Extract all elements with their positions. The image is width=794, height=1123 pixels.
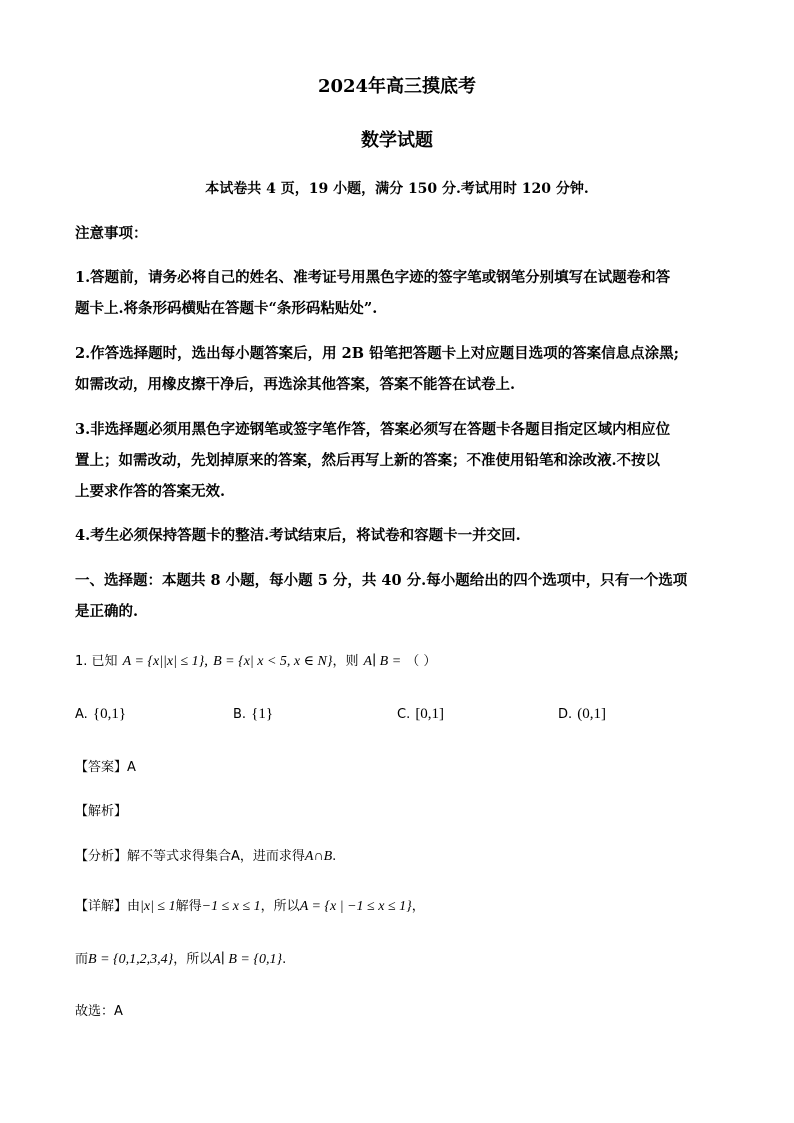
note-3-line-2: 置上；如需改动，先划掉原来的答案，然后再写上新的答案；不准使用铅笔和涂改液.不按以 xyxy=(75,452,661,469)
note-1-line-2: 题卡上.将条形码横贴在答题卡“条形码粘贴处”. xyxy=(75,300,378,317)
note-1-line-1: 1.答题前，请务必将自己的姓名、准考证号用黑色字迹的签字笔或钢笔分别填写在试题卷和答 xyxy=(75,269,671,286)
question-1-stem xyxy=(75,650,436,670)
detail-math-2: −1 ≤ x ≤ 1 xyxy=(201,899,261,914)
option-a-value: {0,1} xyxy=(92,706,127,722)
note-3-line-1: 3.非选择题必须用黑色字迹钢笔或签字笔作答，答案必须写在答题卡各题目指定区域内相应位 xyxy=(75,421,671,438)
detail-math-3: A = {x | −1 ≤ x ≤ 1} xyxy=(299,899,412,914)
option-d-label: D. xyxy=(558,707,573,722)
comma: , xyxy=(204,653,208,669)
choose-line: 故选：A xyxy=(75,1004,123,1019)
set-b-definition: B = {x| x < 5, x ∈ N} xyxy=(213,654,333,669)
note-4-line-1: 4.考生必须保持答题卡的整洁.考试结束后，将试卷和容题卡一并交回. xyxy=(75,527,521,544)
detail-end: ， xyxy=(411,899,425,914)
option-a-label: A. xyxy=(75,707,88,722)
fenxi-text: 【分析】解不等式求得集合A，进而求得 xyxy=(75,849,305,864)
line2-end: . xyxy=(282,952,287,967)
line2-mid: ，所以 xyxy=(173,952,213,967)
fenxi-line xyxy=(75,845,336,865)
section-1-line-2: 是正确的. xyxy=(75,603,139,620)
detail-mid-2: ，所以 xyxy=(260,899,300,914)
note-2-line-1: 2.作答选择题时，选出每小题答案后，用 2B 铅笔把答题卡上对应题目选项的答案信息点涂黑; xyxy=(75,345,679,362)
set-a-definition: A = {x||x| ≤ 1} xyxy=(122,654,205,669)
option-b-label: B. xyxy=(233,707,247,722)
line2-math-2: A∣ B = {0,1} xyxy=(212,952,283,967)
subject-title: 数学试题 xyxy=(361,130,433,151)
option-a xyxy=(75,703,126,723)
detail-mid: 解得 xyxy=(175,899,202,914)
intersection-expression: A∣ B = xyxy=(363,654,402,669)
note-2-line-2: 如需改动，用橡皮擦干净后，再选涂其他答案，答案不能答在试卷上. xyxy=(75,376,516,393)
exam-title: 2024年高三摸底考 xyxy=(317,76,477,97)
detail-line-2 xyxy=(75,948,286,968)
note-3-line-3: 上要求作答的答案无效. xyxy=(75,483,226,500)
answer-line: 【答案】A xyxy=(75,760,136,775)
answer-blank: （ ） xyxy=(406,654,437,669)
line2-math-1: B = {0,1,2,3,4} xyxy=(88,952,174,967)
fenxi-end: . xyxy=(332,849,337,864)
option-c-label: C. xyxy=(397,707,411,722)
option-d xyxy=(558,703,606,723)
option-d-value: (0,1] xyxy=(577,706,606,722)
option-b xyxy=(233,703,273,723)
question-1-prefix: 1. 已知 xyxy=(75,654,118,669)
then-text: ，则 xyxy=(332,654,359,669)
line2-prefix: 而 xyxy=(75,952,89,967)
exam-info: 本试卷共 4 页，19 小题，满分 150 分.考试用时 120 分钟. xyxy=(205,181,589,197)
fenxi-math: A∩B xyxy=(304,849,333,864)
option-c xyxy=(397,703,444,723)
detail-prefix: 【详解】由 xyxy=(75,899,141,914)
analysis-heading: 【解析】 xyxy=(75,804,128,819)
detail-math-1: |x| ≤ 1 xyxy=(140,899,176,914)
section-1-line-1: 一、选择题：本题共 8 小题，每小题 5 分，共 40 分.每小题给出的四个选项中，只有一个选项 xyxy=(75,572,688,589)
notes-heading: 注意事项： xyxy=(75,225,148,242)
option-b-value: {1} xyxy=(251,706,274,722)
option-c-value: [0,1] xyxy=(415,706,445,722)
detail-line-1 xyxy=(75,895,425,915)
